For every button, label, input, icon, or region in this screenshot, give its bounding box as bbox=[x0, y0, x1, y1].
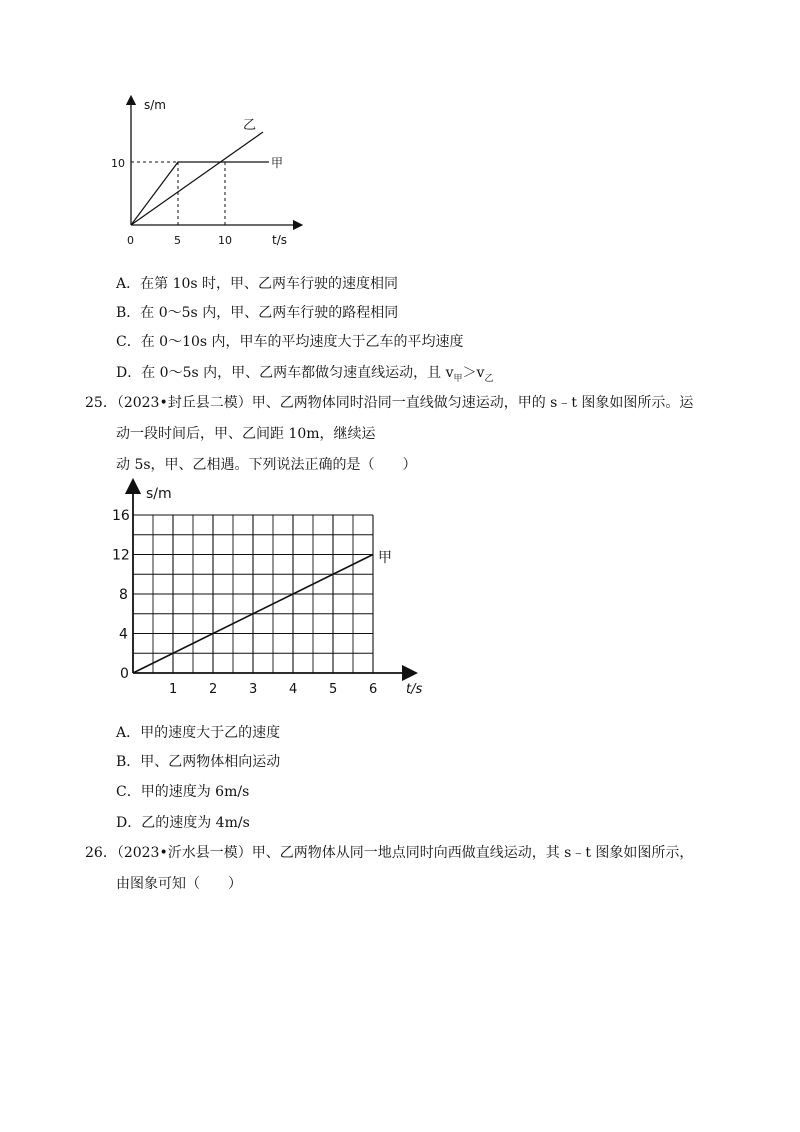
figure2-x-tick-label: 5 bbox=[329, 682, 338, 697]
q24-option-a bbox=[116, 274, 398, 294]
q26-line1 bbox=[85, 843, 693, 863]
q25-option-b bbox=[116, 752, 280, 772]
q25-line3: 动 5s，甲、乙相遇。下列说法正确的是（ ） bbox=[116, 457, 417, 473]
q25-option-a bbox=[116, 723, 280, 743]
q25-option-a-label: A． bbox=[116, 725, 141, 741]
figure1-x-tick-5: 5 bbox=[174, 234, 181, 247]
q25-option-c-text: 甲的速度为 6m/s bbox=[140, 784, 250, 800]
q24-option-b-label: B． bbox=[116, 305, 141, 321]
q24-option-a-text: 在第 10s 时，甲、乙两车行驶的速度相同 bbox=[140, 276, 399, 292]
q25-number: 25． bbox=[85, 395, 117, 411]
q24-option-c-label: C． bbox=[116, 334, 141, 350]
q25-option-c-label: C． bbox=[116, 784, 141, 800]
figure2-y-tick-label: 4 bbox=[119, 626, 128, 643]
figure2-ticks bbox=[112, 508, 377, 697]
figure2-x-tick-label: 6 bbox=[369, 682, 378, 697]
q25-line2: 动一段时间后，甲、乙间距 10m，继续运 bbox=[116, 426, 376, 442]
q24-option-c bbox=[116, 332, 464, 352]
figure2-x-tick-label: 3 bbox=[249, 682, 258, 697]
figure1-series-jia-line bbox=[131, 162, 269, 225]
figure1-origin-label: 0 bbox=[127, 234, 134, 247]
figure2-x-axis-label: t/s bbox=[406, 682, 423, 697]
figure1-series-jia-label: 甲 bbox=[271, 156, 284, 170]
q25-option-b-text: 甲、乙两物体相向运动 bbox=[140, 754, 281, 770]
figure2-series-jia-label: 甲 bbox=[378, 550, 392, 566]
q25-stem-line1: （2023•封丘县二模）甲、乙两物体同时沿同一直线做匀速运动，甲的 s﹣t 图象如图所示。运 bbox=[116, 395, 694, 411]
figure2-y-tick-label: 12 bbox=[112, 547, 130, 564]
q25-option-c bbox=[116, 782, 249, 802]
q24-option-d-sub-jia: 甲 bbox=[453, 373, 463, 384]
q26-stem-line1: （2023•沂水县一模）甲、乙两物体从同一地点同时向西做直线运动，其 s﹣t 图象如图所示， bbox=[116, 845, 694, 861]
figure1-y-axis-label: s/m bbox=[144, 98, 166, 112]
q26-line2: 由图象可知（ ） bbox=[116, 876, 242, 892]
figure1-series-yi-label: 乙 bbox=[243, 118, 257, 133]
figure2-st-graph bbox=[110, 478, 430, 698]
q25-option-d bbox=[116, 813, 250, 833]
q24-option-b bbox=[116, 303, 398, 323]
q24-option-c-text: 在 0～10s 内，甲车的平均速度大于乙车的平均速度 bbox=[140, 334, 464, 350]
figure2-x-tick-label: 1 bbox=[169, 682, 178, 697]
q25-option-d-label: D． bbox=[116, 815, 142, 831]
q26-number: 26． bbox=[85, 845, 117, 861]
figure2-x-tick-label: 4 bbox=[289, 682, 298, 697]
q24-option-a-label: A． bbox=[116, 276, 141, 292]
figure2-x-tick-label: 2 bbox=[209, 682, 218, 697]
figure1-x-tick-10: 10 bbox=[218, 234, 232, 247]
figure2-y-tick-label: 8 bbox=[119, 587, 128, 603]
q25-option-a-text: 甲的速度大于乙的速度 bbox=[140, 725, 281, 741]
q24-option-d-gt: ＞v bbox=[462, 365, 485, 381]
figure2-grid bbox=[133, 515, 373, 673]
figure1-x-axis-label: t/s bbox=[272, 233, 287, 247]
q24-option-d-text: 在 0～5s 内，甲、乙两车都做匀速直线运动，且 v bbox=[141, 365, 454, 381]
q25-line1 bbox=[85, 393, 693, 413]
figure2-origin-label: 0 bbox=[120, 666, 129, 682]
figure2-y-tick-label: 16 bbox=[112, 508, 130, 524]
figure1-st-graph bbox=[110, 92, 310, 252]
q25-option-d-text: 乙的速度为 4m/s bbox=[141, 815, 250, 831]
figure1-y-tick-10: 10 bbox=[111, 157, 125, 170]
q24-option-d-label: D． bbox=[116, 365, 142, 381]
q25-option-b-label: B． bbox=[116, 754, 141, 770]
q24-option-b-text: 在 0～5s 内，甲、乙两车行驶的路程相同 bbox=[140, 305, 399, 321]
q24-option-d bbox=[116, 363, 493, 389]
figure2-y-axis-label: s/m bbox=[146, 486, 172, 502]
q24-option-d-sub-yi: 乙 bbox=[484, 373, 494, 384]
figure1-series-yi-line bbox=[131, 132, 263, 225]
